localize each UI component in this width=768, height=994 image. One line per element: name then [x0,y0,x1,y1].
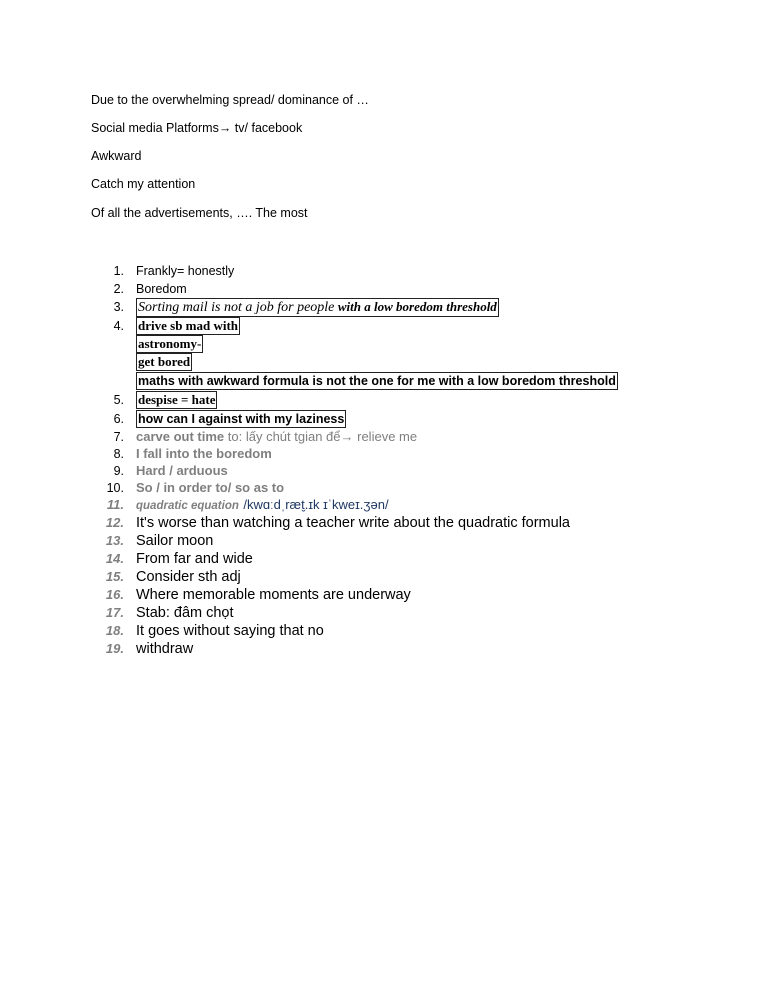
list-number: 16. [105,587,124,602]
translation-text: to: lấy chút tgian để [224,429,341,444]
list-item-text: It's worse than watching a teacher write about the quadratic formula [136,515,570,531]
list-number: 19. [105,641,124,656]
list-number: 13. [105,533,124,548]
list-number: 1. [113,264,124,278]
list-number: 5. [113,393,124,407]
paragraph-2-before: Social media Platforms [91,121,219,135]
arrow-right-icon: → [340,429,354,444]
list-item-text: I fall into the boredom [136,446,272,461]
list-item-line: maths with awkward formula is not the one for me with a low boredom threshold [138,374,616,388]
list-number: 10. [106,481,124,495]
list-number: 18. [105,623,124,638]
list-item-line: drive sb mad with [138,318,239,333]
boxed-sentence [136,298,499,317]
paragraph-2-after: tv/ facebook [231,121,303,135]
list-item-text [136,497,389,514]
after-text: relieve me [353,429,418,444]
ipa-text: /kwɑːdˌræt̬.ɪk ɪˈkweɪ.ʒən/ [243,497,389,512]
list-item-text: Where memorable moments are underway [136,587,411,603]
list-number: 14. [105,551,124,566]
list-item-text [136,429,417,445]
list-number: 4. [113,319,124,333]
list-item-text: Stab: đâm chọt [136,605,234,621]
list-item-text: Frankly= honestly [136,264,235,278]
list-item-text: Boredom [136,282,187,296]
paragraph-2 [91,120,302,136]
list-number: 2. [113,282,124,296]
list-item-text: withdraw [136,641,194,657]
italic-text: Sorting mail is not a job for people [138,300,338,315]
list-number: 6. [113,412,124,426]
list-item-line: get bored [138,354,191,369]
list-number: 3. [113,300,124,314]
list-number: 15. [105,569,124,584]
paragraph-3: Awkward [91,149,142,163]
list-item-text: despise = hate [138,392,216,407]
arrow-right-icon: → [218,121,232,135]
bold-term: carve out time [136,429,225,444]
list-item-text: Hard / arduous [136,463,228,478]
list-number: 7. [113,430,124,444]
paragraph-1: Due to the overwhelming spread/ dominance of … [91,93,369,107]
list-item-text: From far and wide [136,551,253,567]
list-number: 11. [106,497,124,512]
list-number: 9. [113,464,124,478]
list-number: 8. [113,447,124,461]
list-item-text: Sailor moon [136,533,214,549]
list-item-text: Consider sth adj [136,569,241,585]
list-number: 17. [105,605,124,620]
list-number: 12. [105,515,124,530]
list-item-line: astronomy- [138,336,202,351]
bold-text: with a low boredom threshold [337,299,497,314]
list-item-text: It goes without saying that no [136,623,324,639]
list-item-text: So / in order to/ so as to [136,480,285,495]
list-item-text: how can I against with my laziness [138,412,345,426]
paragraph-4: Catch my attention [91,177,196,191]
term-text: quadratic equation [136,500,239,512]
paragraph-5: Of all the advertisements, …. The most [91,206,308,220]
